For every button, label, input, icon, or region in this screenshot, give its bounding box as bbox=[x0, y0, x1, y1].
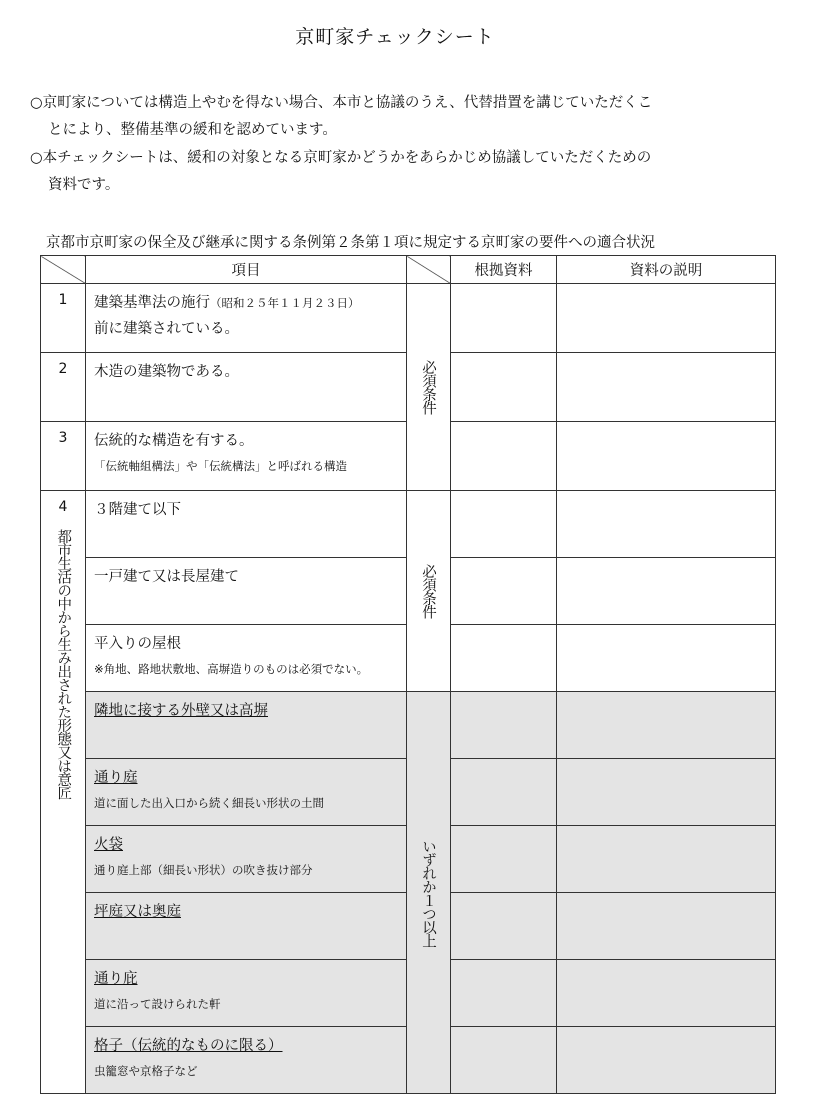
item-cell bbox=[86, 353, 407, 422]
table-row bbox=[41, 491, 776, 558]
condition-label: 必須条件 bbox=[420, 564, 436, 618]
evidence-input[interactable] bbox=[451, 826, 557, 893]
item-title: 建築基準法の施行 bbox=[94, 295, 210, 311]
item-cell bbox=[86, 960, 407, 1027]
intro-paragraph-1 bbox=[30, 90, 652, 144]
group4-cell bbox=[41, 491, 86, 1094]
item-cell bbox=[86, 284, 407, 353]
row-number: 2 bbox=[41, 353, 86, 422]
bullet: ○ bbox=[30, 95, 43, 111]
explanation-input[interactable] bbox=[557, 558, 776, 625]
item-title: 伝統的な構造を有する。 bbox=[94, 433, 254, 449]
item-cell bbox=[86, 1027, 407, 1094]
evidence-input[interactable] bbox=[451, 692, 557, 759]
item-title: 木造の建築物である。 bbox=[94, 364, 239, 380]
explanation-input[interactable] bbox=[557, 692, 776, 759]
explanation-input[interactable] bbox=[557, 893, 776, 960]
header-row bbox=[41, 256, 776, 284]
explanation-input[interactable] bbox=[557, 826, 776, 893]
item-note: 道に面した出入口から続く細長い形状の土間 bbox=[94, 796, 324, 810]
evidence-input[interactable] bbox=[451, 759, 557, 826]
item-note: ※角地、路地状敷地、高塀造りのものは必須でない。 bbox=[94, 662, 369, 676]
diagonal-cell bbox=[41, 256, 86, 284]
bullet: ○ bbox=[30, 150, 43, 166]
item-note: 通り庭上部（細長い形状）の吹き抜け部分 bbox=[94, 863, 313, 877]
item-cell bbox=[86, 558, 407, 625]
explanation-input[interactable] bbox=[557, 759, 776, 826]
item-note: 虫籠窓や京格子など bbox=[94, 1064, 198, 1078]
item-title: 通り庭 bbox=[94, 770, 138, 786]
explanation-input[interactable] bbox=[557, 960, 776, 1027]
page-title: 京町家チェックシート bbox=[295, 26, 495, 48]
item-title: ３階建て以下 bbox=[94, 502, 181, 518]
item-cell bbox=[86, 692, 407, 759]
condition-label: いずれか１つ以上 bbox=[420, 838, 436, 947]
paragraph-text: 京町家については構造上やむを得ない場合、本市と協議のうえ、代替措置を講じていただくこ bbox=[42, 95, 653, 111]
diagonal-cell bbox=[407, 256, 451, 284]
item-cell bbox=[86, 893, 407, 960]
explanation-input[interactable] bbox=[557, 625, 776, 692]
explanation-input[interactable] bbox=[557, 422, 776, 491]
header-evidence: 根拠資料 bbox=[451, 256, 557, 284]
evidence-input[interactable] bbox=[451, 960, 557, 1027]
condition-cell bbox=[407, 692, 451, 1094]
evidence-input[interactable] bbox=[451, 491, 557, 558]
item-title: 格子（伝統的なものに限る） bbox=[94, 1038, 283, 1054]
evidence-input[interactable] bbox=[451, 1027, 557, 1094]
explanation-input[interactable] bbox=[557, 491, 776, 558]
evidence-input[interactable] bbox=[451, 422, 557, 491]
item-cell bbox=[86, 759, 407, 826]
paragraph-text: 本チェックシートは、緩和の対象となる京町家かどうかをあらかじめ協議していただくための bbox=[42, 150, 652, 166]
item-note: 道に沿って設けられた軒 bbox=[94, 997, 221, 1011]
item-title: 平入りの屋根 bbox=[94, 636, 181, 652]
row-number: 4 bbox=[58, 499, 68, 515]
explanation-input[interactable] bbox=[557, 284, 776, 353]
item-title-cont: 前に建築されている。 bbox=[94, 321, 239, 337]
row-number: 1 bbox=[41, 284, 86, 353]
condition-cell bbox=[407, 284, 451, 491]
evidence-input[interactable] bbox=[451, 284, 557, 353]
table-row bbox=[41, 692, 776, 759]
condition-cell bbox=[407, 491, 451, 692]
condition-label: 必須条件 bbox=[420, 360, 436, 414]
item-title-note: （昭和２５年１１月２３日） bbox=[210, 296, 360, 310]
header-item: 項目 bbox=[86, 256, 407, 284]
item-title: 隣地に接する外壁又は高塀 bbox=[94, 703, 268, 719]
item-cell bbox=[86, 491, 407, 558]
paragraph-text: とにより、整備基準の緩和を認めています。 bbox=[48, 122, 337, 138]
evidence-input[interactable] bbox=[451, 893, 557, 960]
evidence-input[interactable] bbox=[451, 625, 557, 692]
item-title: 火袋 bbox=[94, 837, 123, 853]
group4-label: 都市生活の中から生み出された形態又は意匠 bbox=[55, 529, 72, 799]
item-cell bbox=[86, 625, 407, 692]
item-title: 一戸建て又は長屋建て bbox=[94, 569, 239, 585]
explanation-input[interactable] bbox=[557, 353, 776, 422]
explanation-input[interactable] bbox=[557, 1027, 776, 1094]
item-title: 通り庇 bbox=[94, 971, 138, 987]
row-number: 3 bbox=[41, 422, 86, 491]
paragraph-text: 資料です。 bbox=[48, 177, 120, 193]
evidence-input[interactable] bbox=[451, 353, 557, 422]
table-row bbox=[41, 284, 776, 353]
item-note: 「伝統軸組構法」や「伝統構法」と呼ばれる構造 bbox=[94, 459, 347, 473]
checklist-table bbox=[40, 255, 776, 1094]
evidence-input[interactable] bbox=[451, 558, 557, 625]
table-caption: 京都市京町家の保全及び継承に関する条例第２条第１項に規定する京町家の要件への適合状況 bbox=[46, 235, 655, 251]
header-explanation: 資料の説明 bbox=[557, 256, 776, 284]
item-cell bbox=[86, 826, 407, 893]
item-title: 坪庭又は奥庭 bbox=[94, 904, 181, 920]
intro-paragraph-2 bbox=[30, 145, 651, 199]
item-cell bbox=[86, 422, 407, 491]
